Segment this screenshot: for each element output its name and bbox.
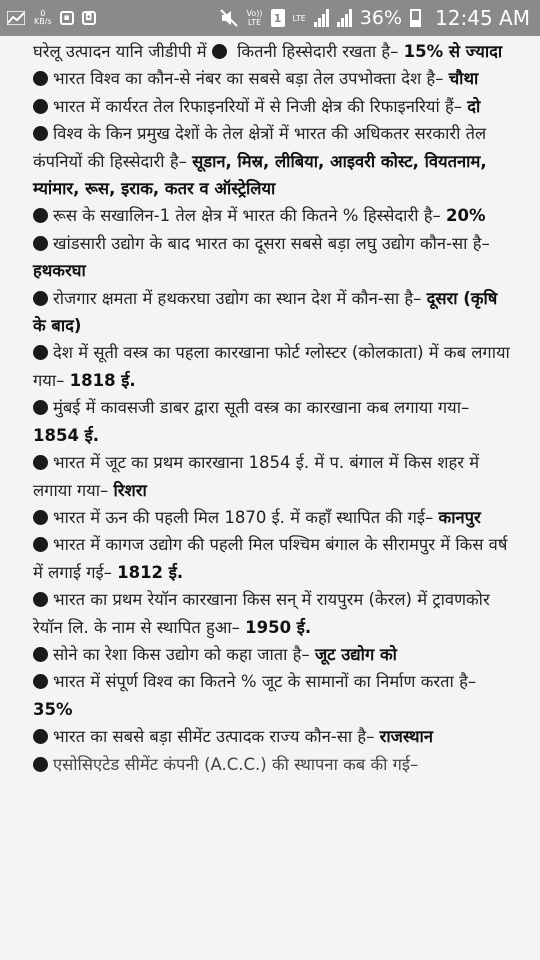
question-text: एसोसिएटेड सीमेंट कंपनी (A.C.C.) की स्थापना कब की गई– bbox=[53, 754, 419, 774]
clock: 12:45 AM bbox=[435, 6, 530, 30]
bullet-icon bbox=[33, 510, 48, 525]
status-bar bbox=[0, 0, 540, 36]
bullet-icon bbox=[33, 729, 48, 744]
signal-icon-2 bbox=[337, 9, 352, 27]
list-item bbox=[33, 202, 512, 229]
bullet-icon bbox=[33, 537, 48, 552]
question-text: रूस के सखालिन-1 तेल क्षेत्र में भारत की कितने % हिस्सेदारी है– bbox=[53, 206, 446, 226]
question-list bbox=[33, 65, 512, 750]
question-text: घरेलू उत्पादन यानि जीडीपी में bbox=[33, 42, 212, 61]
shopping-bag-icon: ◘ bbox=[82, 11, 96, 25]
bullet-icon bbox=[33, 236, 48, 251]
bullet-icon bbox=[33, 674, 48, 689]
mute-icon bbox=[219, 8, 239, 28]
question-text: भारत में ऊन की पहली मिल 1870 ई. में कहाँ स्थापित की गई– bbox=[53, 507, 439, 527]
answer-text: जूट उद्योग को bbox=[314, 644, 397, 664]
answer-text: 1854 ई. bbox=[33, 425, 100, 445]
answer-text: 1818 ई. bbox=[69, 370, 136, 390]
article-content bbox=[0, 36, 540, 960]
list-item bbox=[33, 531, 512, 586]
question-text: भारत में जूट का प्रथम कारखाना 1854 ई. में प. बंगाल में किस शहर में लगाया गया– bbox=[33, 453, 480, 500]
bullet-icon bbox=[33, 647, 48, 662]
bullet-icon bbox=[33, 291, 48, 306]
bullet-icon bbox=[212, 44, 227, 59]
list-item bbox=[33, 65, 512, 92]
answer-text: 15% से ज्यादा bbox=[403, 42, 503, 61]
question-text: भारत में कागज उद्योग की पहली मिल पश्चिम बंगाल के सीरामपुर में किस वर्ष में लगाई गई– bbox=[33, 535, 508, 582]
bullet-icon bbox=[33, 455, 48, 470]
question-text: देश में सूती वस्त्र का पहला कारखाना फोर्ट ग्लोस्टर (कोलकाता) में कब लगाया गया– bbox=[33, 343, 510, 390]
answer-text: सूडान, मिस्र, लीबिया, आइवरी कोस्ट, वियतनाम, म्यांमार, रूस, इराक, कतर व ऑस्ट्रेलिया bbox=[33, 151, 487, 199]
question-text: सोने का रेशा किस उद्योग को कहा जाता है– bbox=[53, 644, 315, 664]
answer-text: दूसरा (कृषि के बाद) bbox=[33, 288, 498, 336]
answer-text: दो bbox=[467, 96, 481, 116]
question-text: भारत का सबसे बड़ा सीमेंट उत्पादक राज्य कौन-सा है– bbox=[53, 727, 380, 747]
bullet-icon bbox=[33, 592, 48, 607]
battery-percent: 36% bbox=[359, 7, 403, 29]
question-text: भारत में कार्यरत तेल रिफाइनरियों में से निजी क्षेत्र की रिफाइनरियां हैं– bbox=[53, 96, 468, 116]
sim-badge: 1 bbox=[271, 9, 285, 27]
status-bar-right bbox=[219, 6, 530, 30]
question-text: रोजगार क्षमता में हथकरघा उद्योग का स्थान देश में कौन-सा है– bbox=[53, 288, 427, 308]
answer-text: चौथा bbox=[448, 69, 479, 89]
list-item bbox=[33, 285, 512, 340]
question-text: मुंबई में कावसजी डाबर द्वारा सूती वस्त्र का कारखाना कब लगाया गया– bbox=[53, 398, 470, 418]
list-item bbox=[33, 230, 512, 285]
question-text: विश्व के किन प्रमुख देशों के तेल क्षेत्रों में भारत की अधिकतर सरकारी तेल कंपनियों की हिस्सेदारी है– bbox=[33, 124, 487, 171]
list-item bbox=[33, 38, 512, 65]
question-text: भारत में संपूर्ण विश्व का कितने % जूट के सामानों का निर्माण करता है– bbox=[53, 672, 477, 692]
bullet-icon bbox=[33, 345, 48, 360]
gallery-icon: ▪ bbox=[60, 11, 74, 25]
answer-text: हथकरघा bbox=[33, 261, 86, 281]
bullet-icon bbox=[33, 71, 48, 86]
list-item bbox=[33, 449, 512, 504]
battery-icon bbox=[410, 9, 421, 27]
answer-text: 20% bbox=[445, 206, 486, 226]
list-item bbox=[33, 586, 512, 641]
bullet-icon bbox=[33, 99, 48, 114]
network-speed: 0 KB/s bbox=[34, 9, 52, 26]
list-item bbox=[33, 394, 512, 449]
answer-text: 1812 ई. bbox=[117, 562, 184, 582]
signal-icon bbox=[314, 9, 329, 27]
answer-text: राजस्थान bbox=[379, 727, 433, 747]
lte-indicator: LTE bbox=[292, 13, 306, 23]
trend-icon bbox=[6, 8, 26, 28]
answer-text: रिशरा bbox=[113, 480, 147, 500]
answer-text: 1950 ई. bbox=[245, 617, 312, 637]
status-bar-left bbox=[6, 8, 96, 28]
volte-indicator: Vo)) LTE bbox=[246, 9, 263, 27]
list-item bbox=[33, 339, 512, 394]
bullet-icon bbox=[33, 757, 48, 772]
question-text: भारत विश्व का कौन-से नंबर का सबसे बड़ा तेल उपभोक्ता देश है– bbox=[53, 69, 449, 89]
bullet-icon bbox=[33, 400, 48, 415]
bullet-icon bbox=[33, 208, 48, 223]
list-item bbox=[33, 120, 512, 202]
bullet-icon bbox=[33, 126, 48, 141]
question-text: खांडसारी उद्योग के बाद भारत का दूसरा सबसे बड़ा लघु उद्योग कौन-सा है– bbox=[53, 233, 490, 253]
list-item bbox=[33, 668, 512, 723]
answer-text: 35% bbox=[33, 699, 73, 719]
list-item bbox=[33, 641, 512, 668]
question-text: कितनी हिस्सेदारी रखता है– bbox=[231, 42, 404, 61]
list-item bbox=[33, 93, 512, 120]
list-item bbox=[33, 723, 512, 750]
answer-text: कानपुर bbox=[438, 507, 481, 527]
list-item-cut bbox=[33, 751, 512, 778]
question-text: भारत का प्रथम रेयॉन कारखाना किस सन् में रायपुरम (केरल) में ट्रावणकोर रेयॉन लि. के नाम से स्थापित हुआ– bbox=[33, 590, 490, 637]
list-item bbox=[33, 504, 512, 531]
